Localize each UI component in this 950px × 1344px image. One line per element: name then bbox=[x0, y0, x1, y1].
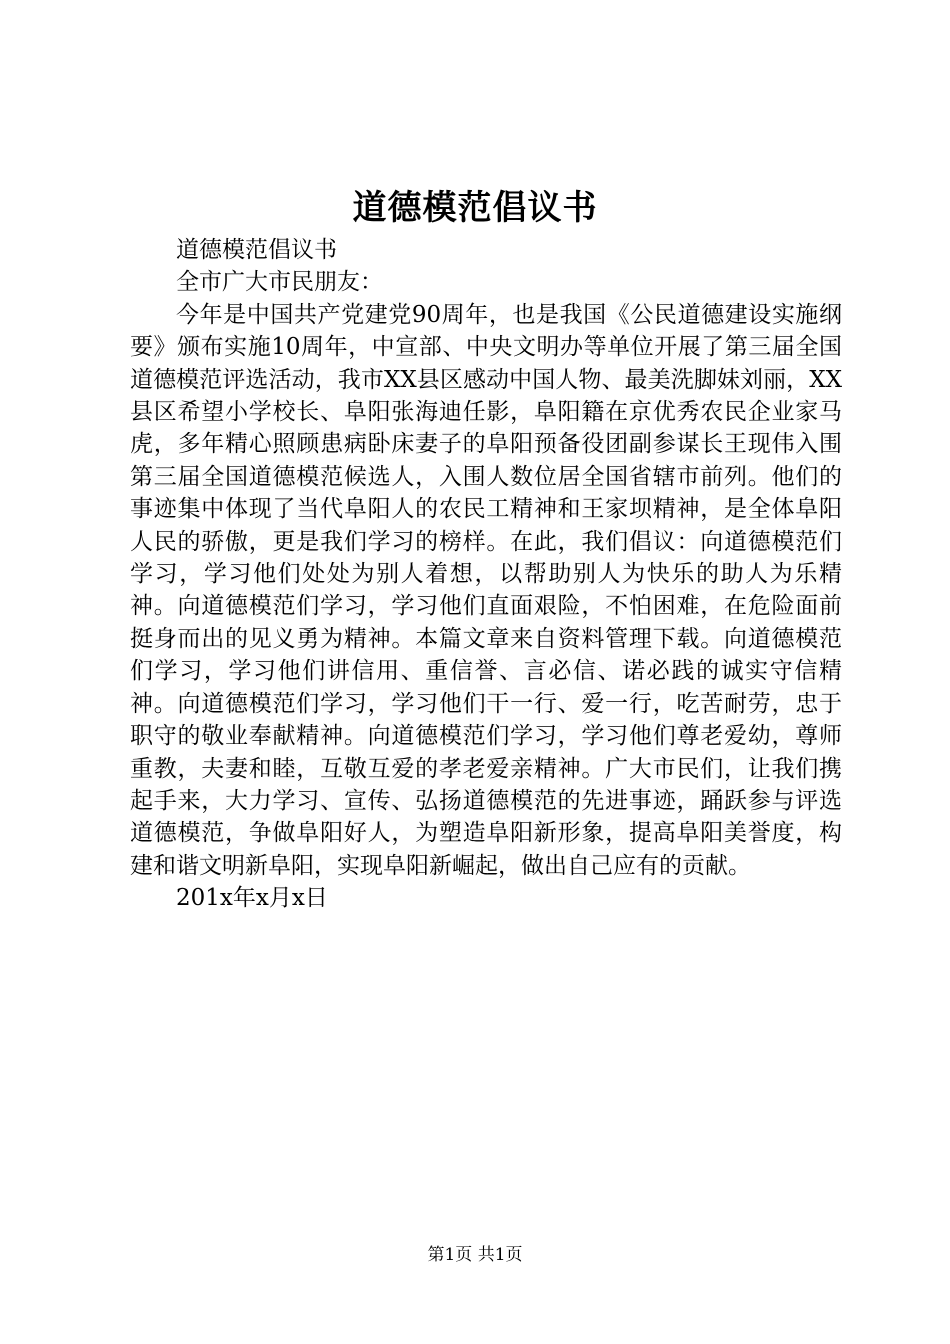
main-paragraph: 今年是中国共产党建党90周年，也是我国《公民道德建设实施纲要》颁布实施10周年，中宣部、中央文明办等单位开展了第三届全国道德模范评选活动，我市XX县区感动中国人物、最美洗脚妹刘丽，XX县区希望小学校长、阜阳张海迪任影，阜阳籍在京优秀农民企业家马虎，多年精心照顾患病卧床妻子的阜阳预备役团副参谋长王现伟入围第三届全国道德模范候选人，入围人数位居全国省辖市前列。他们的事迹集中体现了当代阜阳人的农民工精神和王家坝精神，是全体阜阳人民的骄傲，更是我们学习的榜样。在此，我们倡议：向道德模范们学习，学习他们处处为别人着想，以帮助别人为快乐的助人为乐精神。向道德模范们学习，学习他们直面艰险，不怕困难，在危险面前挺身而出的见义勇为精神。本篇文章来自资料管理下载。向道德模范们学习，学习他们讲信用、重信誉、言必信、诺必践的诚实守信精神。向道德模范们学习，学习他们干一行、爱一行，吃苦耐劳，忠于职守的敬业奉献精神。向道德模范们学习，学习他们尊老爱幼，尊师重教，夫妻和睦，互敬互爱的孝老爱亲精神。广大市民们，让我们携起手来，大力学习、宣传、弘扬道德模范的先进事迹，踊跃参与评选道德模范，争做阜阳好人，为塑造阜阳新形象，提高阜阳美誉度，构建和谐文明新阜阳，实现阜阳新崛起，做出自己应有的贡献。 bbox=[130, 301, 842, 879]
body-heading-line: 道德模范倡议书 bbox=[176, 237, 337, 263]
date-line: 201x年x月x日 bbox=[176, 885, 328, 912]
page-footer: 第1页 共1页 bbox=[427, 1245, 523, 1265]
document-body bbox=[130, 234, 842, 915]
document-title: 道德模范倡议书 bbox=[352, 188, 598, 228]
salutation-line: 全市广大市民朋友： bbox=[176, 269, 383, 296]
